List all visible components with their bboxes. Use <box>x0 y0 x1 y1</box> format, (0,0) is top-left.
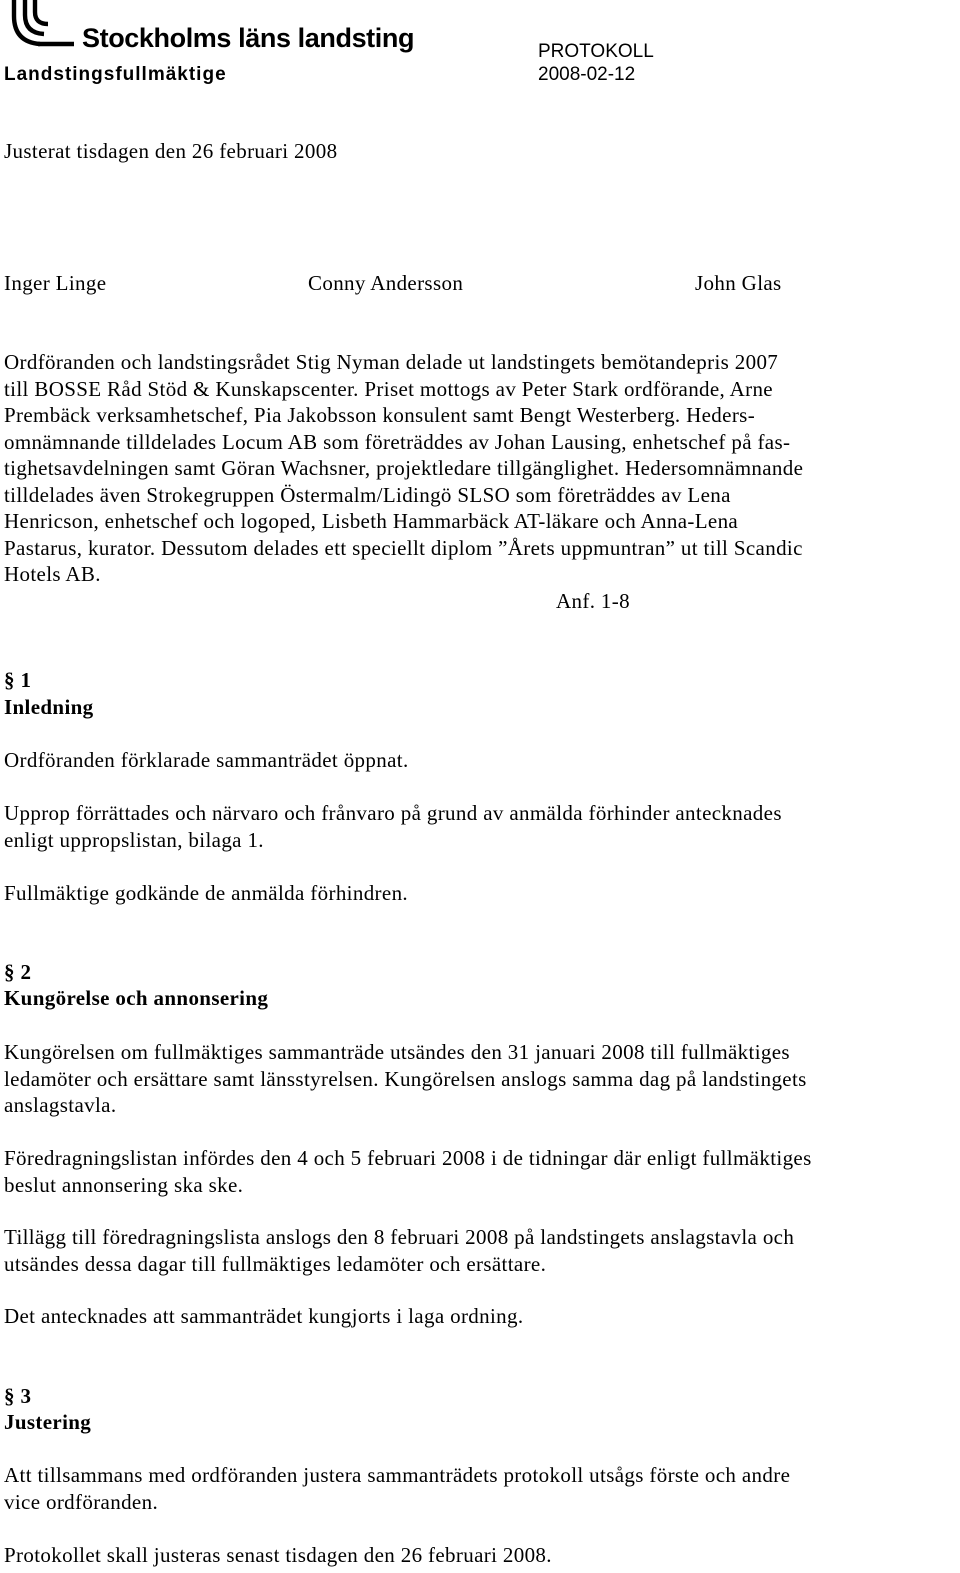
text-line: Pastarus, kurator. Dessutom delades ett speciellt diplom ”Årets uppmuntran” ut till Scandic <box>4 535 803 560</box>
justification-text: Justerat tisdagen den 26 februari 2008 <box>4 139 338 163</box>
doc-type: PROTOKOLL <box>538 41 654 62</box>
text-line: vice ordföranden. <box>4 1489 159 1514</box>
text-line: Hotels AB. <box>4 562 101 586</box>
attachment-ref: Anf. 1-8 <box>556 589 630 613</box>
section-title: Justering <box>4 1410 92 1434</box>
signer-3: John Glas <box>695 271 782 295</box>
text-line: till BOSSE Råd Stöd & Kunskapscenter. Priset mottogs av Peter Stark ordförande, Arne <box>4 376 773 401</box>
text-line: utsändes dessa dagar till fullmäktiges ledamöter och ersättare. <box>4 1251 547 1276</box>
paragraph <box>4 747 958 774</box>
org-name: Stockholms läns landsting <box>82 23 415 53</box>
section-number: § 1 <box>4 668 32 692</box>
text-line: anslagstavla. <box>4 1093 117 1117</box>
text-line: Protokollet skall justeras senast tisdagen den 26 februari 2008. <box>4 1543 552 1567</box>
paragraph <box>4 1303 958 1330</box>
text-line: beslut annonsering ska ske. <box>4 1172 244 1197</box>
text-line: tilldelades även Strokegruppen Östermalm/Lidingö SLSO som företräddes av Lena <box>4 482 731 507</box>
paragraph <box>4 880 958 907</box>
text-line: Att tillsammans med ordföranden justera sammanträdets protokoll utsågs förste och andre <box>4 1463 791 1487</box>
section-title: Kungörelse och annonsering <box>4 986 269 1010</box>
text-line: Det antecknades att sammanträdet kungjorts i laga ordning. <box>4 1304 524 1328</box>
text-line: Fullmäktige godkände de anmälda förhindren. <box>4 881 409 905</box>
paragraph <box>4 1145 958 1198</box>
paragraph <box>4 800 958 853</box>
section-title: Inledning <box>4 695 94 719</box>
signer-2: Conny Andersson <box>308 271 464 295</box>
paragraph <box>4 1039 958 1119</box>
paragraph <box>4 1462 958 1515</box>
text-line: Henricson, enhetschef och logoped, Lisbeth Hammarbäck AT-läkare och Anna-Lena <box>4 509 739 533</box>
section-number: § 2 <box>4 960 32 984</box>
text-line: ledamöter och ersättare samt länsstyrelsen. Kungörelsen anslogs samma dag på landstingets <box>4 1066 807 1091</box>
text-line: enligt uppropslistan, bilaga 1. <box>4 827 264 852</box>
intro-paragraph <box>4 349 958 588</box>
text-line: Upprop förrättades och närvaro och frånvaro på grund av anmälda förhinder antecknades <box>4 801 782 825</box>
text-line: omnämnande tilldelades Locum AB som företräddes av Johan Lausing, enhetschef på fas- <box>4 429 791 454</box>
signer-1: Inger Linge <box>4 271 107 295</box>
landsting-logo-mark-icon <box>8 0 76 50</box>
text-line: Ordföranden och landstingsrådet Stig Nyman delade ut landstingets bemötandepris 2007 <box>4 350 779 374</box>
text-line: tighetsavdelningen samt Göran Wachsner, projektledare tillgänglighet. Hedersomnämnande <box>4 456 804 480</box>
text-line: Kungörelsen om fullmäktiges sammanträde utsändes den 31 januari 2008 till fullmäktiges <box>4 1040 790 1064</box>
text-line: Prembäck verksamhetschef, Pia Jakobsson konsulent samt Bengt Westerberg. Heders- <box>4 403 756 427</box>
body-name: Landstingsfullmäktige <box>4 64 227 85</box>
doc-date: 2008-02-12 <box>538 64 636 85</box>
paragraph <box>4 1542 958 1569</box>
paragraph <box>4 1224 958 1277</box>
section-number: § 3 <box>4 1384 32 1408</box>
text-line: Ordföranden förklarade sammanträdet öppnat. <box>4 748 409 772</box>
text-line: Föredragningslistan infördes den 4 och 5 februari 2008 i de tidningar där enligt fullmäktiges <box>4 1146 812 1170</box>
text-line: Tillägg till föredragningslista anslogs den 8 februari 2008 på landstingets anslagstavla och <box>4 1225 795 1249</box>
